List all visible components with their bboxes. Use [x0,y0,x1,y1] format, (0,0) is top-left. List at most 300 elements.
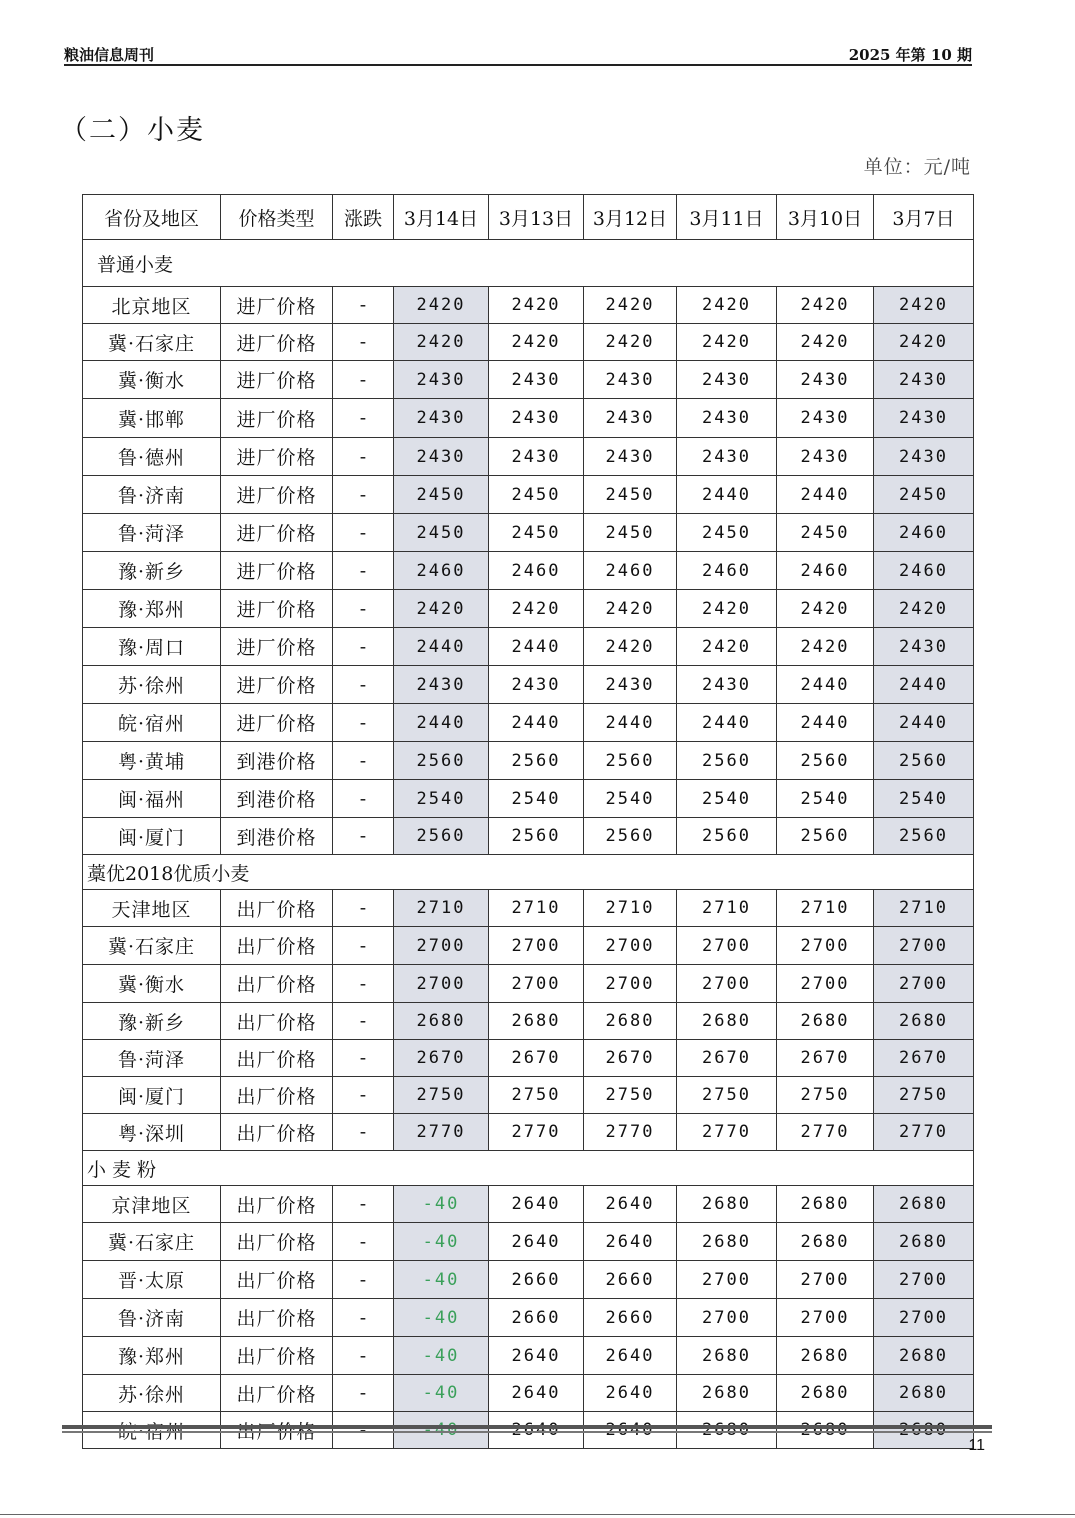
table-row [83,780,974,818]
price-cell: 2430 [874,438,974,476]
table-row [83,666,974,704]
price-cell: 2700 [874,1261,974,1299]
header-date-3: 3月12日 [584,195,677,240]
region-cell: 晋·太原 [83,1261,221,1299]
price-cell: 2430 [584,361,677,399]
price-cell: 2770 [489,1114,584,1151]
price-cell: 2640 [584,1186,677,1223]
price-cell: 2440 [489,704,584,742]
price-cell: 2680 [874,1186,974,1223]
footer-divider-thin [62,1431,992,1433]
footer-divider [62,1425,992,1429]
change-cell: - [333,590,394,628]
price-cell-latest: 2420 [394,287,489,324]
price-cell: 2700 [874,965,974,1003]
table-row [83,742,974,780]
price-type-cell: 到港价格 [221,780,333,818]
price-cell: 2440 [489,628,584,666]
price-cell: 2750 [677,1077,777,1114]
change-cell: - [333,438,394,476]
price-cell: 2770 [874,1114,974,1151]
header-change: 涨跌 [333,195,394,240]
price-type-cell: 进厂价格 [221,590,333,628]
table-row [83,361,974,399]
table-row [83,1412,974,1449]
price-cell: 2460 [584,552,677,590]
region-cell: 冀·邯郸 [83,399,221,438]
price-cell: 2710 [677,890,777,927]
price-cell: 2430 [874,399,974,438]
region-cell: 豫·郑州 [83,590,221,628]
price-cell: 2430 [777,399,874,438]
price-cell: 2560 [677,818,777,855]
change-cell: - [333,1186,394,1223]
table-row [83,1223,974,1261]
price-cell: 2680 [777,1337,874,1375]
price-cell-latest: 2420 [394,324,489,361]
price-type-cell: 进厂价格 [221,628,333,666]
table-row [83,399,974,438]
price-cell: 2420 [777,590,874,628]
region-cell: 皖·宿州 [83,1412,221,1449]
region-cell: 粤·深圳 [83,1114,221,1151]
price-cell-latest: 2680 [394,1003,489,1040]
price-type-cell: 进厂价格 [221,324,333,361]
change-cell: - [333,628,394,666]
price-type-cell: 出厂价格 [221,1077,333,1114]
price-cell: 2420 [489,287,584,324]
price-cell-latest: 2440 [394,628,489,666]
change-cell: - [333,1114,394,1151]
price-type-cell: 到港价格 [221,742,333,780]
price-type-cell: 进厂价格 [221,552,333,590]
price-cell: 2680 [874,1412,974,1449]
price-cell: 2430 [584,399,677,438]
price-cell: 2440 [677,704,777,742]
table-row [83,704,974,742]
price-type-cell: 进厂价格 [221,438,333,476]
table-row [83,1337,974,1375]
change-cell: - [333,1223,394,1261]
price-cell-latest: 2450 [394,476,489,514]
price-type-cell: 进厂价格 [221,704,333,742]
region-cell: 鲁·济南 [83,476,221,514]
price-cell: 2700 [584,927,677,965]
change-cell: - [333,399,394,438]
table-row [83,927,974,965]
price-cell-latest: -40 [394,1223,489,1261]
region-cell: 豫·周口 [83,628,221,666]
page-number: 11 [968,1437,985,1454]
region-cell: 粤·黄埔 [83,742,221,780]
price-cell: 2560 [489,742,584,780]
region-cell: 冀·石家庄 [83,1223,221,1261]
price-cell: 2680 [677,1337,777,1375]
price-cell: 2700 [584,965,677,1003]
region-cell: 冀·衡水 [83,965,221,1003]
table-row [83,1299,974,1337]
price-cell: 2540 [874,780,974,818]
price-cell: 2770 [777,1114,874,1151]
price-cell: 2430 [677,666,777,704]
price-cell: 2670 [874,1040,974,1077]
change-cell: - [333,666,394,704]
change-cell: - [333,324,394,361]
region-cell: 苏·徐州 [83,666,221,704]
change-cell: - [333,780,394,818]
price-cell: 2560 [489,818,584,855]
table-row [83,287,974,324]
change-cell: - [333,1261,394,1299]
change-cell: - [333,287,394,324]
price-cell: 2680 [874,1375,974,1412]
change-cell: - [333,927,394,965]
region-cell: 冀·石家庄 [83,927,221,965]
price-cell: 2460 [874,552,974,590]
price-cell: 2700 [874,1299,974,1337]
price-cell: 2540 [489,780,584,818]
region-cell: 皖·宿州 [83,704,221,742]
price-cell: 2670 [677,1040,777,1077]
region-cell: 鲁·菏泽 [83,1040,221,1077]
price-cell: 2680 [874,1337,974,1375]
price-cell: 2420 [584,287,677,324]
price-type-cell: 出厂价格 [221,1375,333,1412]
price-cell-latest: 2560 [394,818,489,855]
price-cell: 2420 [777,628,874,666]
price-cell: 2680 [874,1223,974,1261]
price-cell: 2750 [584,1077,677,1114]
unit-label: 单位：元/吨 [863,156,971,178]
change-cell: - [333,1003,394,1040]
price-cell: 2660 [489,1261,584,1299]
table-row [83,324,974,361]
price-cell: 2670 [489,1040,584,1077]
price-cell-latest: 2430 [394,438,489,476]
change-cell: - [333,704,394,742]
price-cell: 2640 [489,1223,584,1261]
price-cell: 2700 [677,1261,777,1299]
price-type-cell: 出厂价格 [221,927,333,965]
table-row [83,890,974,927]
group-header-row [83,240,974,287]
price-cell: 2450 [584,514,677,552]
change-cell: - [333,552,394,590]
price-cell: 2700 [777,1261,874,1299]
region-cell: 鲁·德州 [83,438,221,476]
price-cell-latest: -40 [394,1412,489,1449]
price-cell: 2440 [874,666,974,704]
price-cell: 2560 [777,818,874,855]
price-cell: 2420 [777,324,874,361]
price-cell: 2420 [489,324,584,361]
price-cell-latest: 2430 [394,399,489,438]
price-cell: 2420 [584,628,677,666]
price-cell: 2640 [489,1375,584,1412]
region-cell: 闽·福州 [83,780,221,818]
price-cell: 2700 [777,965,874,1003]
publication-title: 粮油信息周刊 [64,46,155,64]
header-date-5: 3月10日 [777,195,874,240]
price-cell: 2420 [677,287,777,324]
price-cell: 2420 [874,287,974,324]
price-cell-latest: -40 [394,1337,489,1375]
region-cell: 冀·石家庄 [83,324,221,361]
price-cell: 2420 [874,590,974,628]
price-cell: 2640 [584,1375,677,1412]
price-cell: 2540 [677,780,777,818]
change-cell: - [333,1077,394,1114]
change-cell: - [333,1412,394,1449]
section-title: （二）小麦 [60,115,205,146]
region-cell: 天津地区 [83,890,221,927]
price-cell: 2460 [874,514,974,552]
region-cell: 豫·郑州 [83,1337,221,1375]
price-cell: 2680 [677,1186,777,1223]
price-cell: 2660 [489,1299,584,1337]
price-cell: 2770 [677,1114,777,1151]
price-cell: 2560 [874,742,974,780]
price-cell-latest: 2710 [394,890,489,927]
table-row [83,628,974,666]
price-cell: 2430 [777,438,874,476]
header-date-2: 3月13日 [489,195,584,240]
price-type-cell: 出厂价格 [221,1261,333,1299]
price-cell: 2700 [677,965,777,1003]
price-cell: 2660 [584,1299,677,1337]
price-cell: 2430 [584,666,677,704]
table-row [83,476,974,514]
price-cell: 2450 [677,514,777,552]
price-cell: 2750 [874,1077,974,1114]
region-cell: 鲁·济南 [83,1299,221,1337]
header-date-1: 3月14日 [394,195,489,240]
table-row [83,1114,974,1151]
price-cell: 2440 [777,476,874,514]
header-region: 省份及地区 [83,195,221,240]
region-cell: 闽·厦门 [83,1077,221,1114]
price-cell: 2560 [584,818,677,855]
table-row [83,590,974,628]
region-cell: 冀·衡水 [83,361,221,399]
price-type-cell: 出厂价格 [221,1114,333,1151]
price-cell: 2680 [677,1223,777,1261]
price-cell: 2560 [777,742,874,780]
price-cell: 2640 [489,1186,584,1223]
change-cell: - [333,361,394,399]
price-cell-latest: 2430 [394,361,489,399]
price-cell: 2770 [584,1114,677,1151]
price-cell-latest: 2750 [394,1077,489,1114]
price-cell: 2640 [584,1337,677,1375]
header-divider [64,64,972,66]
table-row [83,965,974,1003]
page-header [64,40,972,66]
price-cell: 2430 [677,438,777,476]
price-cell: 2430 [874,361,974,399]
change-cell: - [333,890,394,927]
price-cell: 2460 [489,552,584,590]
price-cell-latest: 2700 [394,927,489,965]
price-cell: 2640 [584,1223,677,1261]
price-type-cell: 出厂价格 [221,1299,333,1337]
price-cell: 2430 [489,361,584,399]
price-cell: 2680 [489,1003,584,1040]
price-type-cell: 出厂价格 [221,1223,333,1261]
price-cell: 2680 [677,1412,777,1449]
price-cell: 2750 [777,1077,874,1114]
price-cell: 2460 [777,552,874,590]
table-row [83,1040,974,1077]
price-cell: 2440 [584,704,677,742]
price-cell: 2430 [489,438,584,476]
change-cell: - [333,1040,394,1077]
price-cell: 2540 [777,780,874,818]
price-type-cell: 出厂价格 [221,1337,333,1375]
price-cell: 2680 [874,1003,974,1040]
price-cell-latest: 2670 [394,1040,489,1077]
price-cell-latest: 2770 [394,1114,489,1151]
price-cell: 2430 [777,361,874,399]
price-cell: 2450 [489,514,584,552]
group-name: 普通小麦 [83,240,974,287]
price-type-cell: 进厂价格 [221,361,333,399]
change-cell: - [333,1375,394,1412]
change-cell: - [333,818,394,855]
price-cell: 2660 [584,1261,677,1299]
change-cell: - [333,742,394,780]
group-name: 小麦粉 [83,1151,974,1186]
price-cell-latest: 2440 [394,704,489,742]
price-cell: 2680 [777,1223,874,1261]
price-cell: 2450 [584,476,677,514]
price-cell: 2680 [584,1003,677,1040]
price-cell: 2560 [677,742,777,780]
price-cell: 2440 [677,476,777,514]
region-cell: 北京地区 [83,287,221,324]
price-cell: 2430 [677,399,777,438]
group-name: 藁优2018优质小麦 [83,855,974,890]
price-cell: 2700 [677,927,777,965]
price-cell: 2670 [584,1040,677,1077]
change-cell: - [333,1337,394,1375]
price-cell: 2700 [489,927,584,965]
page-edge [0,1514,1075,1515]
header-price-type: 价格类型 [221,195,333,240]
price-cell: 2680 [777,1412,874,1449]
price-cell: 2450 [777,514,874,552]
price-type-cell: 出厂价格 [221,965,333,1003]
price-cell: 2700 [777,927,874,965]
price-cell-latest: -40 [394,1375,489,1412]
group-header-row [83,1151,974,1186]
price-cell-latest: 2450 [394,514,489,552]
price-type-cell: 出厂价格 [221,890,333,927]
price-cell: 2700 [874,927,974,965]
price-cell: 2560 [874,818,974,855]
table-row [83,1003,974,1040]
price-cell: 2420 [874,324,974,361]
region-cell: 闽·厦门 [83,818,221,855]
price-cell: 2420 [584,324,677,361]
table-row [83,514,974,552]
price-cell-latest: 2560 [394,742,489,780]
price-cell: 2750 [489,1077,584,1114]
table-header-row [83,195,974,240]
price-type-cell: 出厂价格 [221,1003,333,1040]
region-cell: 豫·新乡 [83,552,221,590]
change-cell: - [333,965,394,1003]
region-cell: 京津地区 [83,1186,221,1223]
price-cell-latest: 2460 [394,552,489,590]
region-cell: 苏·徐州 [83,1375,221,1412]
price-cell-latest: 2700 [394,965,489,1003]
price-cell: 2440 [777,666,874,704]
price-cell: 2710 [584,890,677,927]
price-cell-latest: 2540 [394,780,489,818]
price-cell: 2460 [677,552,777,590]
table-row [83,818,974,855]
price-cell: 2710 [874,890,974,927]
price-cell-latest: -40 [394,1261,489,1299]
price-cell-latest: -40 [394,1299,489,1337]
header-date-4: 3月11日 [677,195,777,240]
price-cell: 2420 [677,324,777,361]
price-type-cell: 出厂价格 [221,1040,333,1077]
table-row [83,1261,974,1299]
price-cell: 2560 [584,742,677,780]
header-date-6: 3月7日 [874,195,974,240]
price-cell: 2420 [584,590,677,628]
price-type-cell: 进厂价格 [221,287,333,324]
price-cell: 2420 [489,590,584,628]
region-cell: 豫·新乡 [83,1003,221,1040]
price-type-cell: 进厂价格 [221,399,333,438]
price-cell: 2680 [677,1375,777,1412]
price-cell: 2640 [489,1337,584,1375]
change-cell: - [333,514,394,552]
price-cell: 2420 [677,590,777,628]
price-cell: 2700 [777,1299,874,1337]
price-cell: 2430 [489,399,584,438]
price-cell: 2680 [777,1375,874,1412]
price-cell-latest: 2430 [394,666,489,704]
table-row [83,1375,974,1412]
price-cell: 2440 [874,704,974,742]
price-cell: 2450 [489,476,584,514]
price-cell: 2420 [677,628,777,666]
price-cell: 2680 [777,1186,874,1223]
price-type-cell: 出厂价格 [221,1186,333,1223]
price-cell: 2710 [777,890,874,927]
wheat-price-table [82,194,974,1449]
price-cell-latest: -40 [394,1186,489,1223]
price-cell: 2710 [489,890,584,927]
price-type-cell: 进厂价格 [221,666,333,704]
table-row [83,1186,974,1223]
price-cell-latest: 2420 [394,590,489,628]
price-cell: 2700 [489,965,584,1003]
price-cell: 2430 [584,438,677,476]
price-cell: 2440 [777,704,874,742]
change-cell: - [333,476,394,514]
price-cell: 2700 [677,1299,777,1337]
region-cell: 鲁·菏泽 [83,514,221,552]
table-row [83,438,974,476]
price-type-cell: 出厂价格 [221,1412,333,1449]
price-cell: 2680 [777,1003,874,1040]
price-type-cell: 到港价格 [221,818,333,855]
